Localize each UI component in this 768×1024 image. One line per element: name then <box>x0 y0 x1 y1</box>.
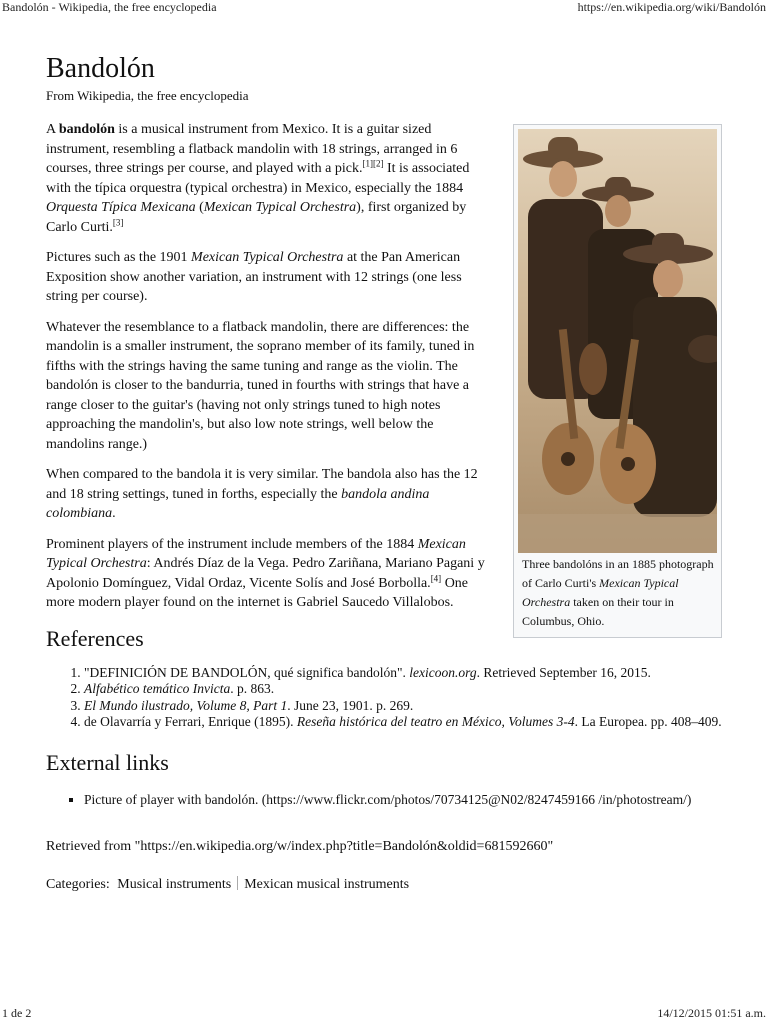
italic-term[interactable]: El Mundo ilustrado, Volume 8, Part 1 <box>84 697 288 713</box>
thumbnail-box <box>513 124 722 638</box>
reference-item <box>84 665 722 682</box>
text: Three bandolóns in an 1885 photograph of Carlo Curti's <box>522 557 714 590</box>
italic-term: Mexican Typical Orchestra <box>46 536 466 571</box>
citation-3[interactable]: [3] <box>112 216 124 227</box>
external-link-item[interactable]: ▪ Picture of player with bandolón. (https://www.flickr.com/photos/70734125@N02/8247459166 /in/photostream/) <box>84 791 722 808</box>
print-header-title: Bandolón - Wikipedia, the free encyclopedia <box>2 0 217 14</box>
text: : Andrés Díaz de la Vega. Pedro Zariñana, Mariano Pagani y Apolonio Domínguez, Vidal Ordaz, Vicente Solís and José Borbolla. <box>46 556 485 591</box>
print-footer-timestamp: 14/12/2015 01:51 a.m. <box>657 1006 766 1020</box>
text: . June 23, 1901. p. 269. <box>287 697 414 713</box>
text: . Retrieved September 16, 2015. <box>476 664 651 680</box>
paragraph-3: Whatever the resemblance to a flatback mandolin, there are differences: the mandolin is a smaller instrument, the soprano member of its family, tuned in fifths with the strings having the same tuning and range as the violin. The bandolón is closer to the bandurria, tuned in fourths with strings that have a range closer to the guitar's (having not only strings tuned to high notes approaching the mandolin's, but also low note strings, well below the mandolins range.) <box>46 319 475 452</box>
reference-item <box>84 681 722 698</box>
text: One more modern player found on the internet is Gabriel Saucedo Villalobos. <box>46 575 469 610</box>
text: When compared to the bandola it is very similar. The bandola also has the 12 and 18 string settings, tuned in forths, especially the <box>46 467 478 502</box>
text: "DEFINICIÓN DE BANDOLÓN, qué significa bandolón". <box>84 664 410 680</box>
reference-item <box>84 698 722 715</box>
text: Pictures such as the 1901 <box>46 250 192 265</box>
text: Prominent players of the instrument include members of the 1884 <box>46 536 418 552</box>
text: . La Europea. pp. 408–409. <box>574 714 722 729</box>
category-link-mexican-musical-instruments[interactable]: Mexican musical instruments <box>244 876 410 892</box>
categories-label: Categories: <box>46 876 110 892</box>
main-column <box>46 120 488 613</box>
paragraph-2 <box>46 248 488 307</box>
citation-1[interactable]: [1] <box>362 158 373 169</box>
print-header-url: https://en.wikipedia.org/wiki/Bandolón <box>577 0 766 14</box>
text: ( <box>195 200 204 215</box>
citation-2[interactable]: [2] <box>372 158 384 169</box>
paragraph-5 <box>46 535 488 613</box>
bold-term: bandolón <box>58 122 115 137</box>
category-link-musical-instruments[interactable]: Musical instruments <box>117 876 232 892</box>
italic-term[interactable]: lexicoon.org <box>409 664 477 680</box>
text: . <box>112 506 116 521</box>
tagline: From Wikipedia, the free encyclopedia <box>46 88 249 103</box>
italic-term: Orquesta Típica Mexicana <box>46 200 196 215</box>
paragraph-1 <box>46 120 488 237</box>
italic-term: Mexican Typical Orchestra <box>191 250 344 265</box>
text: . p. 863. <box>230 681 275 696</box>
orchestra-photo[interactable] <box>518 129 717 553</box>
citation-4[interactable]: [4] <box>430 572 442 583</box>
paragraph-4 <box>46 465 488 524</box>
external-links-list <box>46 791 722 808</box>
sepia-photo-illustration <box>518 129 717 553</box>
article-content <box>46 52 722 894</box>
italic-term[interactable]: Reseña histórica del teatro en México, Volumes 3-4 <box>296 714 575 729</box>
photo-caption <box>518 553 717 633</box>
print-header <box>0 0 768 18</box>
text: It is associated with the típica orquestra (typical orchestra) in Mexico, especially the 1884 <box>46 161 470 196</box>
text: taken on their tour in Columbus, Ohio. <box>522 595 674 628</box>
text: ), first organized by Carlo Curti. <box>46 200 467 235</box>
print-footer-page: 1 de 2 <box>2 1006 32 1020</box>
references-list <box>46 665 722 731</box>
text: at the Pan American Exposition show another variation, an instrument with 12 strings (one less string per course). <box>46 250 462 304</box>
category-separator <box>237 876 238 890</box>
article-body <box>46 120 722 628</box>
text: A <box>46 122 59 137</box>
categories-bar <box>46 876 722 894</box>
italic-term: Mexican Typical Orchestra <box>522 576 679 609</box>
external-links-heading: External links <box>46 749 169 775</box>
reference-item <box>84 714 722 731</box>
italic-term: Mexican Typical Orchestra <box>203 200 357 215</box>
text: de Olavarría y Ferrari, Enrique (1895). <box>84 714 297 729</box>
page-title: Bandolón <box>46 53 155 84</box>
italic-term: bandola andina colombiana <box>46 486 430 521</box>
references-heading: References <box>46 625 144 651</box>
italic-term[interactable]: Alfabético temático Invicta <box>84 681 231 696</box>
print-footer <box>0 1006 768 1024</box>
text: is a musical instrument from Mexico. It is a guitar sized instrument, resembling a flatback mandolin with 18 strings, arranged in 6 courses, three strings per course, and played with a pick. <box>46 122 458 176</box>
retrieved-from: Retrieved from "https://en.wikipedia.org/w/index.php?title=Bandolón&oldid=681592660" <box>46 838 554 854</box>
